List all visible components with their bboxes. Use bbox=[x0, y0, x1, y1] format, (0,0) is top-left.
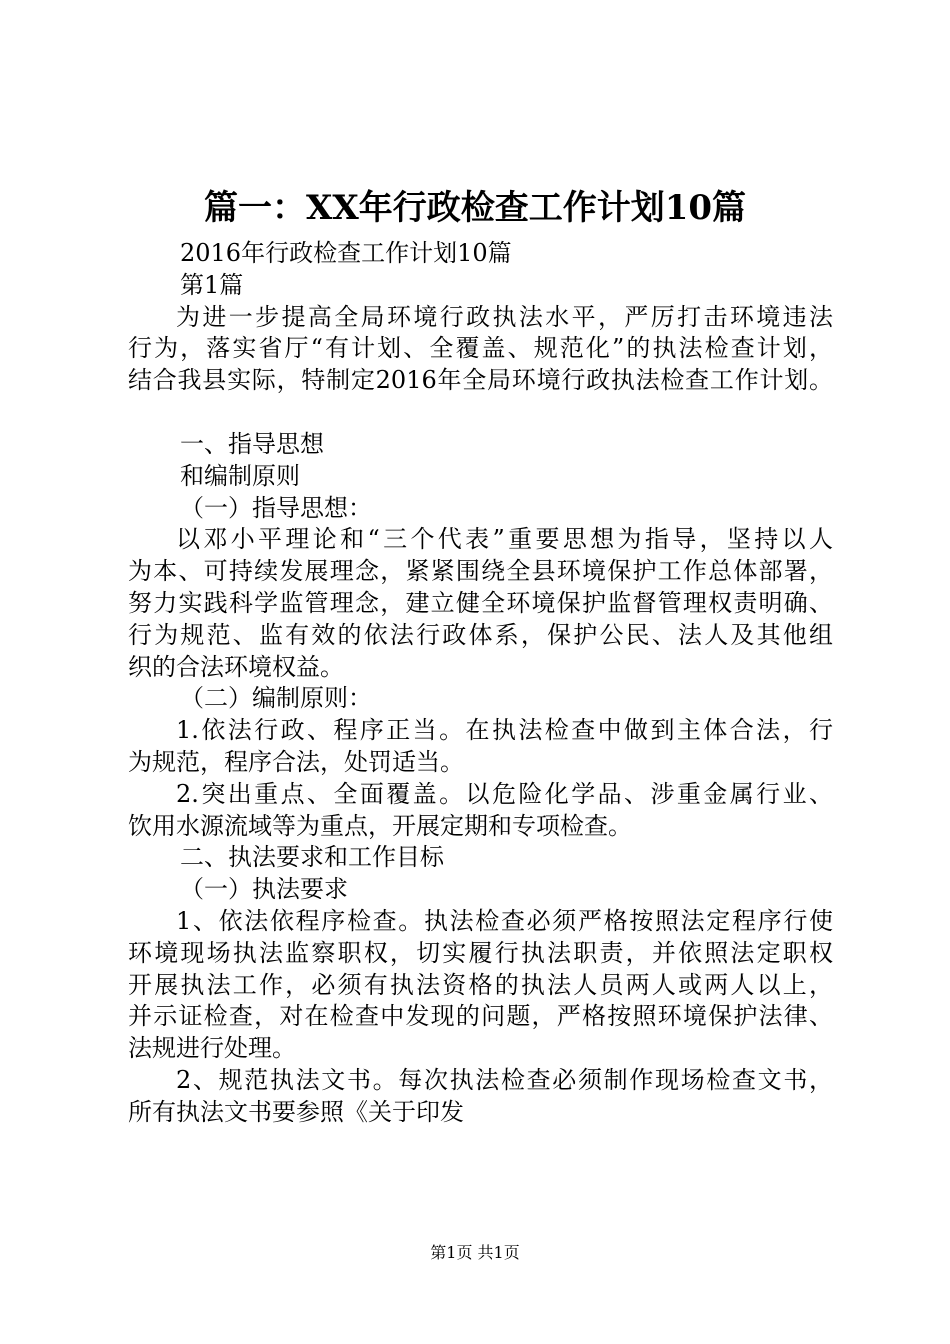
subsection-heading: （二）编制原则： bbox=[180, 684, 372, 713]
paragraph-line: 行为规范、监有效的依法行政体系，保护公民、法人及其他组 bbox=[128, 620, 833, 649]
paragraph-line: 为规范，程序合法，处罚适当。 bbox=[128, 747, 464, 776]
paragraph-line: 开展执法工作，必须有执法资格的执法人员两人或两人以上， bbox=[128, 970, 833, 999]
paragraph-line: 以邓小平理论和“三个代表”重要思想为指导，坚持以人 bbox=[176, 525, 833, 554]
paragraph-line: 1.依法行政、程序正当。在执法检查中做到主体合法，行 bbox=[176, 716, 833, 745]
part-label: 第1篇 bbox=[180, 270, 244, 299]
paragraph-line: 织的合法环境权益。 bbox=[128, 652, 344, 681]
paragraph-line: 结合我县实际，特制定2016年全局环境行政执法检查工作计划。 bbox=[128, 366, 833, 395]
blank-line bbox=[128, 397, 833, 429]
paragraph-line: 2、规范执法文书。每次执法检查必须制作现场检查文书， bbox=[176, 1065, 833, 1094]
section-heading-continued: 和编制原则 bbox=[180, 461, 300, 490]
paragraph-line: 1、依法依程序检查。执法检查必须严格按照法定程序行使 bbox=[176, 906, 833, 935]
paragraph-line: 法规进行处理。 bbox=[128, 1034, 296, 1063]
section-heading: 一、指导思想 bbox=[180, 429, 324, 458]
document-body bbox=[128, 238, 833, 1129]
paragraph-line: 2.突出重点、全面覆盖。以危险化学品、涉重金属行业、 bbox=[176, 779, 833, 808]
paragraph-line: 饮用水源流域等为重点，开展定期和专项检查。 bbox=[128, 811, 632, 840]
subsection-heading: （一）执法要求 bbox=[180, 875, 348, 904]
document-title: 篇一：XX年行政检查工作计划10篇 bbox=[203, 188, 747, 228]
paragraph-line: 所有执法文书要参照《关于印发 bbox=[128, 1097, 464, 1126]
paragraph-line: 为进一步提高全局环境行政执法水平，严厉打击环境违法 bbox=[176, 302, 833, 331]
section-heading: 二、执法要求和工作目标 bbox=[180, 843, 444, 872]
subsection-heading: （一）指导思想： bbox=[180, 493, 372, 522]
paragraph-line: 行为，落实省厅“有计划、全覆盖、规范化”的执法检查计划， bbox=[128, 334, 833, 363]
page-footer: 第1页 共1页 bbox=[430, 1243, 520, 1262]
paragraph-line: 环境现场执法监察职权，切实履行执法职责，并依照法定职权 bbox=[128, 938, 833, 967]
paragraph-line: 并示证检查，对在检查中发现的问题，严格按照环境保护法律、 bbox=[128, 1002, 833, 1031]
paragraph-line: 努力实践科学监管理念，建立健全环境保护监督管理权责明确、 bbox=[128, 588, 833, 617]
subtitle: 2016年行政检查工作计划10篇 bbox=[180, 239, 512, 267]
paragraph-line: 为本、可持续发展理念，紧紧围绕全县环境保护工作总体部署， bbox=[128, 557, 833, 586]
